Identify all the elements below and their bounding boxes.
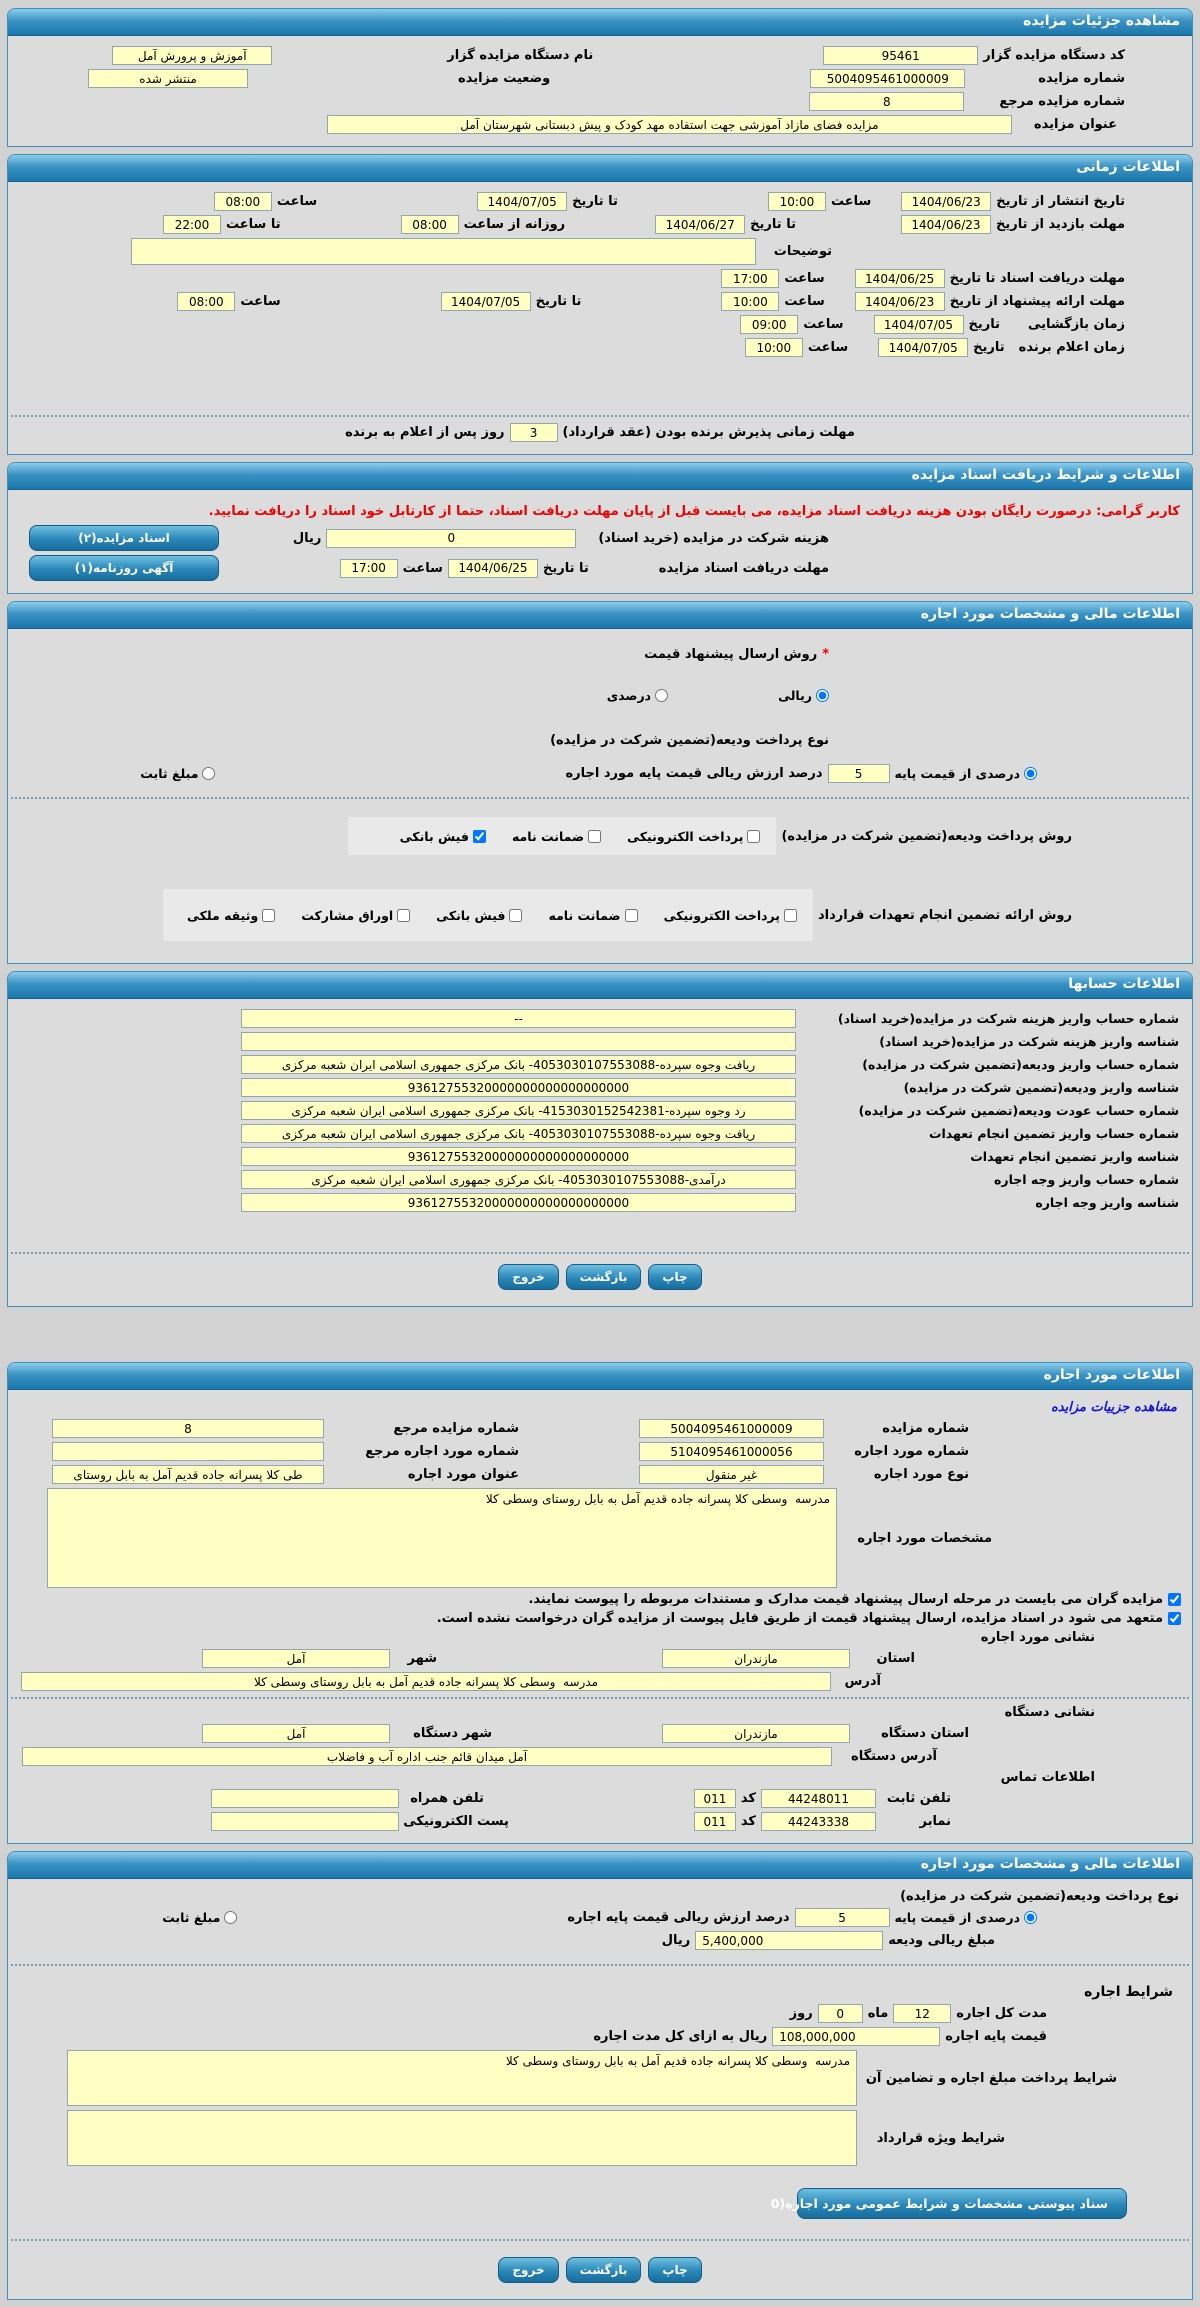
deposit-percent-field[interactable] <box>828 764 890 783</box>
rental-item-ref-field[interactable] <box>52 1442 324 1461</box>
offer-to-time-field[interactable] <box>177 292 235 311</box>
note2-text: متعهد می شود در اسناد مزایده، ارسال پیشنهاد قیمت از طریق فایل پیوست از مزایده گران درخواست نشده است. <box>436 1611 1163 1626</box>
special-terms-textarea[interactable] <box>67 2110 857 2166</box>
row-org-address-title <box>8 1705 1192 1720</box>
visit-from-time-field[interactable] <box>401 215 459 234</box>
deposit-percent2-field[interactable] <box>795 1908 890 1927</box>
percent-radio-option[interactable] <box>607 688 668 703</box>
mobile-label: تلفن همراه <box>410 1791 484 1806</box>
pay-method-electronic-option[interactable] <box>627 829 760 844</box>
row-rental-province-city <box>8 1649 1192 1668</box>
pay-terms-textarea[interactable] <box>67 2050 857 2106</box>
guarantee-letter-label: ضمانت نامه <box>548 907 621 923</box>
rental-type-field[interactable] <box>639 1465 824 1484</box>
org-address-field[interactable] <box>22 1747 832 1766</box>
required-star: * <box>822 647 829 662</box>
row-offer-deadline <box>8 292 1192 311</box>
opening-date-field[interactable] <box>874 315 964 334</box>
offer-from-date-field[interactable] <box>855 292 945 311</box>
row-docs-deadline <box>8 269 1192 288</box>
account-row-field[interactable] <box>241 1193 796 1212</box>
row-details-link <box>8 1400 1192 1415</box>
fixed-amount-radio-option[interactable] <box>140 766 215 781</box>
guarantee-letter-checkbox[interactable] <box>625 909 638 922</box>
auction-ref-field[interactable] <box>809 92 964 111</box>
rental-item-no-field[interactable] <box>639 1442 824 1461</box>
visit-to-hour-label: تا ساعت <box>225 217 281 232</box>
row-publish-date <box>8 192 1192 211</box>
section-header-financial-info: اطلاعات مالی و مشخصات مورد اجاره <box>8 602 1192 629</box>
accept-deadline-label: مهلت زمانی پذیرش برنده بودن (عقد قرارداد) <box>562 425 855 440</box>
rental-province-label: استان <box>876 1651 915 1666</box>
deposit-percent-suffix: درصد ارزش ریالی قیمت پایه مورد اجاره <box>565 766 823 781</box>
row-rental-address <box>8 1672 1192 1691</box>
row-pay-method <box>8 817 1192 855</box>
rent-days-field[interactable] <box>818 2004 863 2023</box>
account-row-label: شناسه واریز وجه اجاره <box>1035 1195 1179 1210</box>
actions-row <box>8 1264 1192 1290</box>
account-row <box>8 1147 1192 1166</box>
percent-base2-radio-label: درصدی از قیمت پایه <box>894 1910 1020 1925</box>
actions-row-bottom <box>8 2257 1192 2283</box>
fax-label: نمابر <box>919 1814 951 1829</box>
publish-from-time-field[interactable] <box>768 192 826 211</box>
section-financial-info <box>7 601 1193 964</box>
row-contact-title <box>8 1770 1192 1785</box>
account-row <box>8 1032 1192 1051</box>
rental-city-label: شهر <box>407 1651 437 1666</box>
rental-address-field[interactable] <box>21 1672 831 1691</box>
rental-specs-label: مشخصات مورد اجاره <box>857 1530 992 1546</box>
row-rent-duration <box>8 2004 1192 2023</box>
pay-method-electronic-label: پرداخت الکترونیکی <box>627 828 744 844</box>
pay-method-electronic-checkbox[interactable] <box>747 830 760 843</box>
row-deposit-type-options <box>8 764 1192 783</box>
auction-number-label: شماره مزایده <box>1038 71 1125 86</box>
opening-date-label: تاریخ <box>968 317 1000 332</box>
deposit-amount-field[interactable] <box>695 1931 883 1950</box>
row-org-province-city <box>8 1724 1192 1743</box>
row-visit-deadline <box>8 215 1192 234</box>
guarantee-bonds-label: اوراق مشارکت <box>301 907 394 923</box>
pay-method-bank-slip-option[interactable] <box>400 829 486 844</box>
row-attachments <box>8 2188 1192 2219</box>
guarantee-bank-slip-option[interactable] <box>436 908 522 923</box>
guarantee-bonds-option[interactable] <box>301 908 410 923</box>
exit-button[interactable]: خروج <box>498 1264 558 1290</box>
winner-date-label: تاریخ <box>973 340 1005 355</box>
back-button-bottom[interactable]: بازگشت <box>566 2257 642 2283</box>
guarantee-method-label: روش ارائه تضمین انجام تعهدات قرارداد <box>818 907 1072 923</box>
rental-item-title-field[interactable] <box>52 1465 324 1484</box>
row-deposit-amount <box>8 1931 1192 1950</box>
rental-city-field[interactable] <box>202 1649 390 1668</box>
fixed-amount-radio[interactable] <box>202 767 215 780</box>
rent-base-price-field[interactable] <box>772 2027 940 2046</box>
rental-item-ref-label: شماره مورد اجاره مرجع <box>365 1444 519 1459</box>
auction-documents-button[interactable]: اسناد مزایده(۲) <box>29 525 219 551</box>
phone-code-label: کد <box>740 1791 756 1806</box>
attached-documents-button[interactable]: سناد پیوستی مشخصات و شرایط عمومی مورد اجاره(0 <box>797 2188 1127 2219</box>
visit-to-date-label: تا تاریخ <box>750 217 796 232</box>
time-description-field[interactable] <box>131 238 756 265</box>
newspaper-ad-button[interactable]: آگهی روزنامه(۱) <box>29 555 219 581</box>
fixed-amount2-radio[interactable] <box>224 1911 237 1924</box>
publish-from-hour-label: ساعت <box>830 194 872 209</box>
offer-to-hour-label: ساعت <box>240 294 281 309</box>
org-address-title: نشانی دستگاه <box>1004 1705 1095 1720</box>
pay-method-guarantee-letter-checkbox[interactable] <box>588 830 601 843</box>
publish-to-date-field[interactable] <box>477 192 567 211</box>
guarantee-electronic-option[interactable] <box>664 908 797 923</box>
percent-radio[interactable] <box>655 689 668 702</box>
account-row-field[interactable] <box>241 1124 796 1143</box>
section-financial-info-2 <box>7 1851 1193 2300</box>
pay-method-guarantee-letter-label: ضمانت نامه <box>511 828 585 844</box>
account-row-label: شماره حساب عودت ودیعه(تضمین شرکت در مزایده) <box>858 1103 1179 1118</box>
account-row-field[interactable] <box>241 1101 796 1120</box>
docs-warning-text: کاربر گرامی: درصورت رایگان بودن هزینه دریافت اسناد مزایده، می بایست قبل از پایان مهلت دریافت اسناد، حتما از کارتابل خود اسناد را دریافت نمایید. <box>208 504 1180 519</box>
rent-base-price-label: قیمت پایه اجاره <box>945 2029 1047 2044</box>
email-label: پست الکترونیکی <box>403 1814 509 1829</box>
docs-deadline2-date-field[interactable] <box>448 559 538 578</box>
row-accept-deadline <box>8 423 1192 442</box>
time-description-label: توضیحات <box>773 244 832 259</box>
visit-to-date-field[interactable] <box>655 215 745 234</box>
phone-code-field[interactable] <box>694 1789 736 1808</box>
divider <box>11 1964 1189 1966</box>
docs-deadline2-label: مهلت دریافت اسناد مزایده <box>658 560 829 576</box>
auction-status-label: وضعیت مزایده <box>458 71 551 86</box>
auction-status-field[interactable] <box>88 69 248 88</box>
row-pay-terms <box>8 2050 1192 2106</box>
docs-fee-label: هزینه شرکت در مزایده (خرید اسناد) <box>598 530 829 546</box>
account-row <box>8 1055 1192 1074</box>
visit-from-date-field[interactable] <box>901 215 991 234</box>
row-rental-specs <box>8 1488 1192 1588</box>
rental-auction-no-label: شماره مزایده <box>882 1421 969 1436</box>
auction-number-field[interactable] <box>810 69 965 88</box>
note1-text: مزایده گران می بایست در مرحله ارسال پیشنهاد قیمت مدارک و مستندات مربوطه را پیوست نمایند. <box>528 1592 1163 1607</box>
back-button[interactable]: بازگشت <box>566 1264 642 1290</box>
guarantee-letter-option[interactable] <box>548 908 637 923</box>
guarantee-bonds-checkbox[interactable] <box>397 909 410 922</box>
divider <box>11 1252 1189 1254</box>
deposit-percent2-suffix: درصد ارزش ریالی قیمت پایه اجاره <box>567 1910 790 1925</box>
auction-org-name-label: نام دستگاه مزایده گزار <box>447 48 594 63</box>
account-row <box>8 1009 1192 1028</box>
row-fax <box>8 1812 1192 1831</box>
row-docs-deadline2 <box>8 555 1192 581</box>
rent-months-field[interactable] <box>893 2004 951 2023</box>
row-rent-base-price <box>8 2027 1192 2046</box>
fax-code-field[interactable] <box>694 1812 736 1831</box>
guarantee-bank-slip-checkbox[interactable] <box>509 909 522 922</box>
publish-date-label: تاریخ انتشار از تاریخ <box>996 194 1125 209</box>
account-row <box>8 1101 1192 1120</box>
row-send-method-options <box>8 688 1192 703</box>
publish-from-date-field[interactable] <box>901 192 991 211</box>
section-header-rental-info: اطلاعات مورد اجاره <box>8 1363 1192 1390</box>
deposit-type-label: نوع پرداخت ودیعه(تضمین شرکت در مزایده) <box>550 733 829 748</box>
org-city-label: شهر دستگاه <box>413 1726 492 1741</box>
rent-day-unit-label: روز <box>789 2006 813 2021</box>
rental-address-label: آدرس <box>844 1674 881 1689</box>
section-header-docs-terms: اطلاعات و شرایط دریافت اسناد مزایده <box>8 463 1192 490</box>
section-time-info <box>7 154 1193 455</box>
row-guarantee-method <box>8 889 1192 941</box>
row-opening-time <box>8 315 1192 334</box>
accept-days-field[interactable] <box>510 423 558 442</box>
row-ref-number <box>8 92 1192 111</box>
org-province-field[interactable] <box>662 1724 850 1743</box>
send-method-label: روش ارسال پیشنهاد قیمت <box>644 647 818 662</box>
accept-deadline-suffix: روز پس از اعلام به برنده <box>345 425 505 440</box>
account-row-label: شماره حساب واریز ودیعه(تضمین شرکت در مزایده) <box>862 1057 1179 1072</box>
account-row-field[interactable] <box>241 1009 796 1028</box>
rent-duration-label: مدت کل اجاره <box>956 2006 1047 2021</box>
org-address-label: آدرس دستگاه <box>851 1749 937 1764</box>
fax-field[interactable] <box>761 1812 876 1831</box>
row-deposit-type-label <box>8 733 1192 748</box>
row-note2 <box>8 1611 1192 1626</box>
offer-from-hour-label: ساعت <box>784 294 825 309</box>
phone-label: تلفن ثابت <box>886 1791 951 1806</box>
row-rental-address-title <box>8 1630 1192 1645</box>
org-city-field[interactable] <box>202 1724 390 1743</box>
rial-radio-option[interactable] <box>778 688 829 703</box>
row-code-org <box>8 46 1192 65</box>
docs-deadline2-hour-label: ساعت <box>402 560 443 576</box>
auction-org-code-field[interactable] <box>823 46 978 65</box>
percent-base-radio-option[interactable] <box>895 766 1037 781</box>
exit-button-bottom[interactable]: خروج <box>498 2257 558 2283</box>
rental-auction-no-field[interactable] <box>639 1419 824 1438</box>
mobile-field[interactable] <box>211 1789 399 1808</box>
visit-label: مهلت بازدید از تاریخ <box>995 217 1125 232</box>
fixed-amount2-radio-option[interactable] <box>162 1910 237 1925</box>
auction-ref-label: شماره مزایده مرجع <box>999 94 1125 109</box>
note2-checkbox[interactable] <box>1168 1612 1181 1625</box>
divider <box>11 797 1189 799</box>
section-auction-details <box>7 8 1193 147</box>
percent-base2-radio[interactable] <box>1024 1911 1037 1924</box>
docs-fee-field[interactable] <box>326 529 576 548</box>
winner-time-field[interactable] <box>745 338 803 357</box>
pay-method-label: روش پرداخت ودیعه(تضمین شرکت در مزایده) <box>781 828 1072 844</box>
contact-title: اطلاعات تماس <box>1000 1770 1095 1785</box>
row-rental-item-number <box>8 1442 1192 1461</box>
deposit-amount-currency: ریال <box>661 1933 691 1948</box>
account-row-label: شناسه واریز هزینه شرکت در مزایده(خرید اسناد) <box>879 1034 1179 1049</box>
docs-deadline2-to-date-label: تا تاریخ <box>542 560 589 576</box>
account-row <box>8 1078 1192 1097</box>
divider <box>11 1697 1189 1699</box>
phone-field[interactable] <box>761 1789 876 1808</box>
account-row-label: شماره حساب واریز وجه اجاره <box>994 1172 1179 1187</box>
offer-to-date-field[interactable] <box>441 292 531 311</box>
rental-auction-ref-label: شماره مزایده مرجع <box>393 1421 519 1436</box>
account-row-label: شماره حساب واریز تضمین انجام تعهدات <box>928 1126 1179 1141</box>
account-row-field[interactable] <box>241 1078 796 1097</box>
guarantee-method-band <box>163 889 813 941</box>
account-row-label: شناسه واریز ودیعه(تضمین شرکت در مزایده) <box>903 1080 1179 1095</box>
section-docs-terms <box>7 462 1193 594</box>
offer-from-time-field[interactable] <box>721 292 779 311</box>
row-deposit-type2-label <box>8 1889 1192 1904</box>
special-terms-label: شرایط ویژه قرارداد <box>876 2130 1005 2146</box>
row-rental-type-title <box>8 1465 1192 1484</box>
print-button-bottom[interactable]: چاپ <box>648 2257 701 2283</box>
section-header-financial-info-2: اطلاعات مالی و مشخصات مورد اجاره <box>8 1852 1192 1879</box>
section-header-accounts-info: اطلاعات حسابها <box>8 972 1192 999</box>
auction-subject-field[interactable] <box>327 115 1012 134</box>
pay-method-band <box>348 817 776 855</box>
guarantee-property-checkbox[interactable] <box>262 909 275 922</box>
account-row <box>8 1124 1192 1143</box>
row-phone <box>8 1789 1192 1808</box>
fax-code-label: کد <box>740 1814 756 1829</box>
percent-radio-label: درصدی <box>606 688 652 703</box>
note1-checkbox[interactable] <box>1168 1593 1181 1606</box>
offer-deadline-label: مهلت ارائه پیشنهاد از تاریخ <box>949 294 1125 309</box>
offer-to-date-label: تا تاریخ <box>535 294 582 309</box>
row-winner-announcement <box>8 338 1192 357</box>
publish-to-time-field[interactable] <box>214 192 272 211</box>
account-row <box>8 1193 1192 1212</box>
section-header-auction-details: مشاهده جزئیات مزایده <box>8 9 1192 36</box>
account-row-field[interactable] <box>241 1055 796 1074</box>
deposit-amount-label: مبلغ ریالی ودیعه <box>888 1933 995 1948</box>
percent-base-radio-label: درصدی از قیمت پایه <box>894 766 1020 781</box>
row-docs-fee <box>8 525 1192 551</box>
auction-subject-label: عنوان مزایده <box>1033 117 1117 132</box>
row-org-address <box>8 1747 1192 1766</box>
visit-daily-hour-label: روزانه از ساعت <box>463 217 566 232</box>
visit-to-time-field[interactable] <box>163 215 221 234</box>
row-subject <box>8 115 1192 134</box>
rental-item-title-label: عنوان مورد اجاره <box>407 1467 519 1482</box>
rental-specs-textarea[interactable] <box>47 1488 837 1588</box>
opening-hour-label: ساعت <box>803 317 844 332</box>
winner-hour-label: ساعت <box>807 340 849 355</box>
docs-fee-currency-label: ریال <box>292 530 322 546</box>
winner-date-field[interactable] <box>878 338 968 357</box>
row-number-status <box>8 69 1192 88</box>
opening-time-label: زمان بازگشایی <box>1028 317 1125 332</box>
rental-address-title: نشانی مورد اجاره <box>980 1630 1095 1645</box>
account-row-label: شناسه واریز تضمین انجام تعهدات <box>970 1149 1179 1164</box>
rent-month-unit-label: ماه <box>867 2006 889 2021</box>
rent-base-price-suffix: ریال به ازای کل مدت اجاره <box>593 2029 768 2044</box>
section-rental-info <box>7 1362 1193 1844</box>
percent-base-radio[interactable] <box>1024 767 1037 780</box>
section-header-time-info: اطلاعات زمانی <box>8 155 1192 182</box>
rental-type-label: نوع مورد اجاره <box>873 1467 969 1482</box>
deposit-type2-label: نوع پرداخت ودیعه(تضمین شرکت در مزایده) <box>900 1889 1179 1904</box>
row-description <box>8 238 1192 265</box>
percent-base2-radio-option[interactable] <box>895 1910 1037 1925</box>
row-special-terms <box>8 2110 1192 2166</box>
row-send-method-label <box>8 647 1192 662</box>
docs-deadline-label: مهلت دریافت اسناد تا تاریخ <box>949 271 1125 286</box>
guarantee-electronic-checkbox[interactable] <box>784 909 797 922</box>
fixed-amount2-radio-label: مبلغ ثابت <box>162 1910 221 1925</box>
docs-deadline2-time-field[interactable] <box>340 559 398 578</box>
account-row <box>8 1170 1192 1189</box>
publish-to-date-label: تا تاریخ <box>572 194 618 209</box>
pay-method-guarantee-letter-option[interactable] <box>512 829 601 844</box>
rial-radio-label: ریالی <box>778 688 812 703</box>
guarantee-property-option[interactable] <box>187 908 275 923</box>
rental-item-no-label: شماره مورد اجاره <box>854 1444 969 1459</box>
section-accounts-info <box>7 971 1193 1307</box>
rent-terms-title: شرایط اجاره <box>1084 1984 1173 2000</box>
row-deposit-type2-options <box>8 1908 1192 1927</box>
row-rent-terms-title <box>8 1984 1192 2000</box>
docs-deadline-hour-label: ساعت <box>784 271 825 286</box>
pay-terms-label: شرایط پرداخت مبلغ اجاره و تضامین آن <box>865 2070 1117 2086</box>
auction-org-code-label: کد دستگاه مزایده گزار <box>983 48 1125 63</box>
winner-time-label: زمان اعلام برنده <box>1018 340 1125 355</box>
auction-org-name-field[interactable] <box>112 46 272 65</box>
view-auction-details-link[interactable]: مشاهده جزییات مزایده <box>1050 1400 1177 1415</box>
row-note1 <box>8 1592 1192 1607</box>
account-row-field[interactable] <box>241 1147 796 1166</box>
publish-to-hour-label: ساعت <box>276 194 318 209</box>
fixed-amount-radio-label: مبلغ ثابت <box>140 766 199 781</box>
row-rental-number <box>8 1419 1192 1438</box>
rental-province-field[interactable] <box>662 1649 850 1668</box>
rial-radio[interactable] <box>816 689 829 702</box>
account-row-field[interactable] <box>241 1032 796 1051</box>
account-row-label: شماره حساب واریز هزینه شرکت در مزایده(خرید اسناد) <box>837 1011 1179 1026</box>
pay-method-bank-slip-label: فیش بانکی <box>399 828 469 844</box>
account-row-field[interactable] <box>241 1170 796 1189</box>
guarantee-property-label: وثیقه ملکی <box>186 907 259 923</box>
guarantee-bank-slip-label: فیش بانکی <box>436 907 506 923</box>
divider <box>11 2239 1189 2241</box>
docs-deadline-date-field[interactable] <box>855 269 945 288</box>
divider <box>11 415 1189 417</box>
opening-time-field[interactable] <box>740 315 798 334</box>
rental-auction-ref-field[interactable] <box>52 1419 324 1438</box>
guarantee-electronic-label: پرداخت الکترونیکی <box>663 907 780 923</box>
print-button[interactable]: چاپ <box>648 1264 701 1290</box>
email-field[interactable] <box>211 1812 399 1831</box>
docs-deadline-time-field[interactable] <box>721 269 779 288</box>
pay-method-bank-slip-checkbox[interactable] <box>473 830 486 843</box>
org-province-label: استان دستگاه <box>881 1726 969 1741</box>
